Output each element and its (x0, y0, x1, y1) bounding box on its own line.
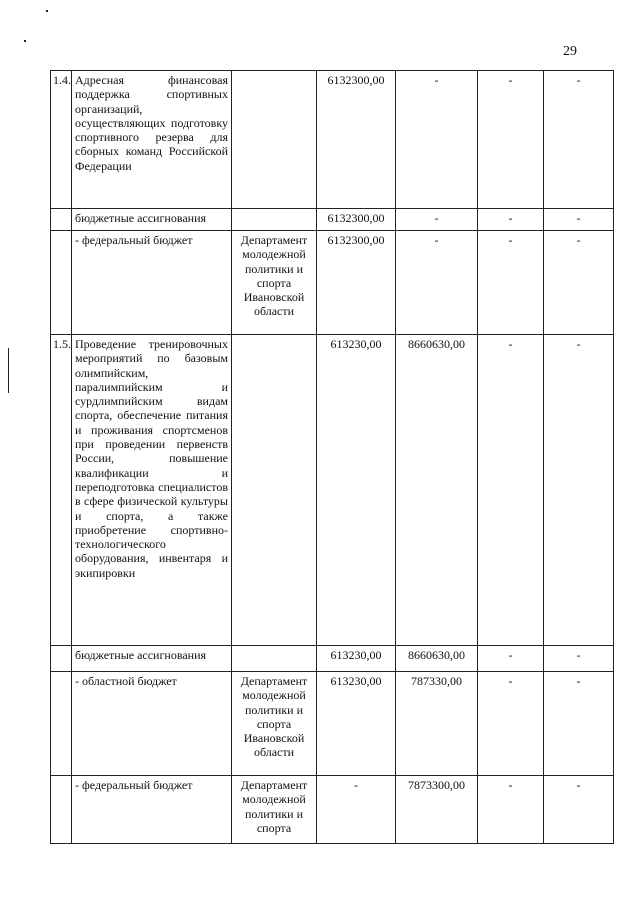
table-row (51, 335, 614, 646)
row-number (51, 209, 72, 231)
row-number (51, 776, 72, 844)
row-value-1: 613230,00 (317, 335, 396, 646)
row-description: Адресная финансовая поддержка спортивных организаций, осуществляющих подготовку спортивного резерва для сборных команд Российской Федерации (72, 71, 232, 209)
row-value-2: - (396, 231, 478, 335)
row-value-2: 787330,00 (396, 672, 478, 776)
scan-mark-left (8, 348, 9, 393)
row-value-3: - (478, 71, 544, 209)
row-responsible (232, 71, 317, 209)
row-value-1: 6132300,00 (317, 71, 396, 209)
row-description: - федеральный бюджет (72, 231, 232, 335)
row-value-4: - (544, 776, 614, 844)
row-description: Проведение тренировочных мероприятий по базовым олимпийским, паралимпийским и сурдлимпийским видам спорта, обеспечение питания и проживания спортсменов при проведении первенств России, повышение квалификации и переподготовка специалистов в сфере физической культуры и спорта, а также приобретение спортивно-технологического оборудования, инвентаря и экипировки (72, 335, 232, 646)
row-value-2: 8660630,00 (396, 335, 478, 646)
row-responsible: Департамент молодежной политики и спорта Ивановской области (232, 231, 317, 335)
row-value-3: - (478, 646, 544, 672)
row-responsible (232, 646, 317, 672)
row-value-1: 613230,00 (317, 672, 396, 776)
row-value-4: - (544, 335, 614, 646)
table-row (51, 646, 614, 672)
row-value-3: - (478, 776, 544, 844)
row-value-3: - (478, 231, 544, 335)
row-value-3: - (478, 209, 544, 231)
row-responsible (232, 209, 317, 231)
row-value-1: 613230,00 (317, 646, 396, 672)
row-number (51, 672, 72, 776)
row-value-4: - (544, 71, 614, 209)
page-number: 29 (563, 44, 577, 59)
row-description: бюджетные ассигнования (72, 209, 232, 231)
row-value-1: 6132300,00 (317, 209, 396, 231)
row-value-4: - (544, 672, 614, 776)
table-row (51, 231, 614, 335)
row-number (51, 231, 72, 335)
row-responsible: Департамент молодежной политики и спорта (232, 776, 317, 844)
row-responsible: Департамент молодежной политики и спорта Ивановской области (232, 672, 317, 776)
row-responsible (232, 335, 317, 646)
row-value-2: - (396, 209, 478, 231)
table-row (51, 209, 614, 231)
row-number: 1.4. (51, 71, 72, 209)
table-row (51, 672, 614, 776)
row-value-1: 6132300,00 (317, 231, 396, 335)
row-value-4: - (544, 646, 614, 672)
row-value-4: - (544, 231, 614, 335)
table-row (51, 776, 614, 844)
row-value-2: 8660630,00 (396, 646, 478, 672)
row-description: бюджетные ассигнования (72, 646, 232, 672)
budget-table (50, 70, 614, 844)
row-value-3: - (478, 335, 544, 646)
row-value-2: - (396, 71, 478, 209)
table-row (51, 71, 614, 209)
row-number: 1.5. (51, 335, 72, 646)
row-description: - областной бюджет (72, 672, 232, 776)
row-value-3: - (478, 672, 544, 776)
row-number (51, 646, 72, 672)
scan-dot-top-2 (24, 40, 26, 42)
row-value-2: 7873300,00 (396, 776, 478, 844)
row-value-4: - (544, 209, 614, 231)
row-value-1: - (317, 776, 396, 844)
row-description: - федеральный бюджет (72, 776, 232, 844)
scan-dot-top (46, 10, 48, 12)
